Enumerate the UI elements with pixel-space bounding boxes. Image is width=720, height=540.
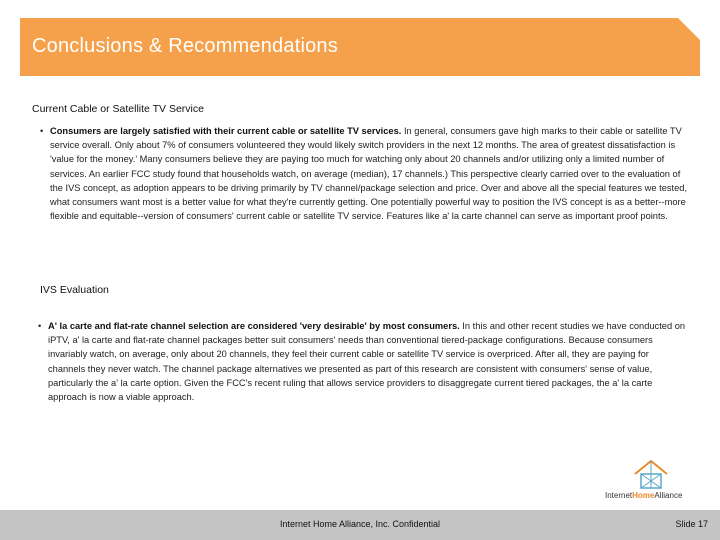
bullet-lead: A' la carte and flat-rate channel selection are considered 'very desirable' by most consumers. xyxy=(48,321,460,331)
bullet-body: In general, consumers gave high marks to their cable or satellite TV service overall. Only about 7% of consumers volunteered they would likely switch providers in the next 12 months. The area of greatest dissatisfaction is 'value for the money.' Many consumers believe they are paying too much for watching only about 20 channels and/or utilizing only a limited number of services. An earlier FCC study found that households watch, on average (median), 17 channels.) This perspective clearly carried over to the evaluation of the IVS concept, as adoption appears to be driving primarily by TV channel/package selection and price. Over and above all the special features we tested, what consumers want most is a better value for what they're currently getting. One potentially powerful way to position the IVS concept is as a better--more flexible and equitable--version of consumers' current cable or satellite TV service. Features like a' la carte channel can serve as important proof points. xyxy=(50,126,688,222)
section-heading-current-service: Current Cable or Satellite TV Service xyxy=(32,103,204,115)
bullet-ivs-evaluation xyxy=(38,319,688,404)
bullet-current-service xyxy=(40,124,690,223)
footer-confidential: Internet Home Alliance, Inc. Confidential xyxy=(279,519,441,529)
section-heading-ivs-evaluation: IVS Evaluation xyxy=(40,284,109,296)
bullet-body: In this and other recent studies we have conducted on iPTV, a' la carte and flat-rate channel packages better suit consumers' needs than conventional tiered-package configurations. Because consumers invariably watch, on average, only about 20 channels, they feel their current cable or satellite TV service is overpriced. After all, they are paying for channels they never watch. The channel package alternatives we presented as part of this research are consistent with consumers' sense of value, particularly the a' la carte option. Given the FCC's recent ruling that allows service providers to disaggregate current tiered packages, the a' la carte approach is now a viable approach. xyxy=(48,321,686,403)
footer-bar xyxy=(0,510,720,540)
slide-title: Conclusions & Recommendations xyxy=(32,35,338,57)
logo-wordmark: InternetHomeAlliance xyxy=(605,491,683,500)
title-banner xyxy=(20,18,700,76)
house-network-icon xyxy=(631,458,671,490)
slide-number: Slide 17 xyxy=(675,519,708,529)
bullet-lead: Consumers are largely satisfied with their current cable or satellite TV services. xyxy=(50,126,402,136)
bullet-dot: • xyxy=(38,321,42,331)
bullet-dot: • xyxy=(40,126,44,136)
internet-home-alliance-logo xyxy=(605,458,705,508)
